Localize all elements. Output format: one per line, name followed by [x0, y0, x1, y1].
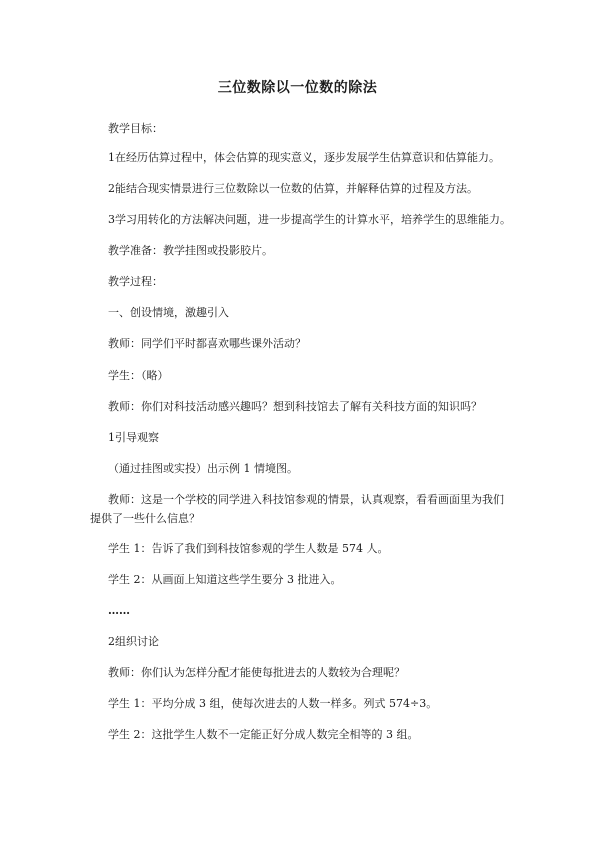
document-title: 三位数除以一位数的除法	[217, 80, 378, 96]
paragraph: 教学过程：	[108, 275, 163, 288]
paragraph: 教师：你们认为怎样分配才能使每批进去的人数较为合理呢？	[108, 666, 405, 679]
subsection-heading: 1引导观察	[108, 431, 159, 444]
paragraph: 2能结合现实情景进行三位数除以一位数的估算，并解释估算的过程及方法。	[108, 182, 478, 195]
paragraph: 3学习用转化的方法解决问题，进一步提高学生的计算水平，培养学生的思维能力。	[108, 213, 511, 226]
paragraph: 学生 1：平均分成 3 组，使每次进去的人数一样多。列式 574÷3。	[108, 697, 438, 710]
paragraph: 1在经历估算过程中，体会估算的现实意义，逐步发展学生估算意识和估算能力。	[108, 151, 500, 164]
paragraph: 教师：你们对科技活动感兴趣吗？想到科技馆去了解有关科技方面的知识吗？	[108, 400, 482, 413]
paragraph: 教学准备：教学挂图或投影胶片。	[108, 244, 273, 257]
paragraph: 教学目标：	[108, 122, 163, 135]
section-heading: 一、创设情境，激趣引入	[108, 306, 229, 319]
paragraph: 教师：同学们平时都喜欢哪些课外活动？	[108, 337, 306, 350]
paragraph: 教师：这是一个学校的同学进入科技馆参观的情景，认真观察，看看画面里为我们提供了一些什么信息？	[90, 493, 504, 525]
paragraph: 学生 2：从画面上知道这些学生要分 3 批进入。	[108, 573, 342, 586]
paragraph: 学生 1：告诉了我们到科技馆参观的学生人数是 574 人。	[108, 542, 389, 555]
paragraph: 学生：（略）	[108, 369, 169, 382]
paragraph: （通过挂图或实投）出示例 1 情境图。	[108, 462, 298, 475]
ellipsis: ……	[108, 604, 130, 617]
paragraph: 学生 2：这批学生人数不一定能正好分成人数完全相等的 3 组。	[108, 728, 419, 741]
subsection-heading: 2组织讨论	[108, 635, 159, 648]
